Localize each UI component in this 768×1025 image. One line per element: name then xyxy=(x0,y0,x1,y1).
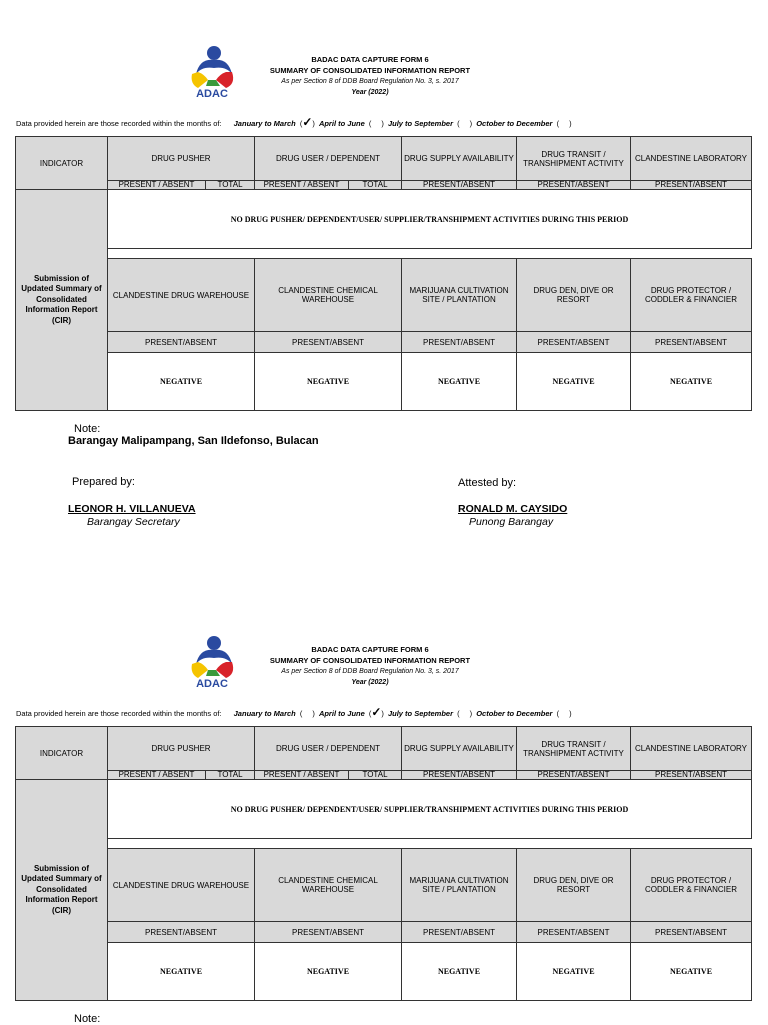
logo-text: ADAC xyxy=(196,88,228,100)
note-label: Note: xyxy=(74,423,101,435)
cat-drug-den: DRUG DEN, DIVE OR RESORT xyxy=(517,849,631,922)
total-label: TOTAL xyxy=(348,771,401,779)
cat-marijuana-site: MARIJUANA CULTIVATION SITE / PLANTATION xyxy=(402,849,517,922)
present-absent-label: PRESENT/ABSENT xyxy=(255,332,402,353)
present-absent-label: PRESENT/ABSENT xyxy=(402,332,517,353)
col-drug-user: DRUG USER / DEPENDENT xyxy=(255,727,402,771)
form-header xyxy=(250,644,490,688)
indicator-header: INDICATOR xyxy=(16,727,108,780)
prepared-by-label: Prepared by: xyxy=(72,476,135,488)
present-absent-label: PRESENT / ABSENT xyxy=(263,770,340,779)
present-absent-label: PRESENT/ABSENT xyxy=(631,771,752,780)
cat-drug-warehouse: CLANDESTINE DRUG WAREHOUSE xyxy=(108,259,255,332)
result-marijuana-site: NEGATIVE xyxy=(402,943,517,1001)
result-chemical-warehouse: NEGATIVE xyxy=(255,943,402,1001)
present-absent-label: PRESENT / ABSENT xyxy=(118,770,195,779)
form-title: BADAC DATA CAPTURE FORM 6 xyxy=(311,55,429,64)
col-drug-supply: DRUG SUPPLY AVAILABILITY xyxy=(402,727,517,771)
period-check-jan-mar[interactable]: ✓ xyxy=(302,115,313,129)
prepared-by-name: LEONOR H. VILLANUEVA xyxy=(68,503,196,515)
result-drug-den: NEGATIVE xyxy=(517,353,631,411)
total-label: TOTAL xyxy=(348,181,401,189)
result-drug-protector: NEGATIVE xyxy=(631,353,752,411)
form-title: BADAC DATA CAPTURE FORM 6 xyxy=(311,645,429,654)
present-absent-label: PRESENT/ABSENT xyxy=(108,922,255,943)
total-label: TOTAL xyxy=(205,771,254,779)
report-year: Year (2022) xyxy=(351,89,389,96)
present-absent-label: PRESENT/ABSENT xyxy=(402,771,517,780)
cat-drug-warehouse: CLANDESTINE DRUG WAREHOUSE xyxy=(108,849,255,922)
result-drug-den: NEGATIVE xyxy=(517,943,631,1001)
present-absent-label: PRESENT/ABSENT xyxy=(517,771,631,780)
col-drug-user: DRUG USER / DEPENDENT xyxy=(255,137,402,181)
present-absent-label: PRESENT/ABSENT xyxy=(255,922,402,943)
present-absent-label: PRESENT/ABSENT xyxy=(108,332,255,353)
regulation-reference: As per Section 8 of DDB Board Regulation No. 3, s. 2017 xyxy=(281,78,459,85)
period-jul-sep: July to September xyxy=(387,709,453,718)
cat-chemical-warehouse: CLANDESTINE CHEMICAL WAREHOUSE xyxy=(255,259,402,332)
total-label: TOTAL xyxy=(205,181,254,189)
adac-logo xyxy=(186,44,238,100)
months-lead-text: Data provided herein are those recorded within the months of: xyxy=(16,709,222,718)
cir-table xyxy=(15,136,752,411)
period-jan-mar: January to March xyxy=(233,709,296,718)
attested-by-name: RONALD M. CAYSIDO xyxy=(458,503,568,515)
prepared-by-position: Barangay Secretary xyxy=(87,516,180,528)
no-activity-message: NO DRUG PUSHER/ DEPENDENT/USER/ SUPPLIER/TRANSHIPMENT ACTIVITIES DURING THIS PERIOD xyxy=(108,190,752,249)
period-jan-mar: January to March xyxy=(233,119,296,128)
present-absent-label: PRESENT/ABSENT xyxy=(402,181,517,190)
cat-drug-protector: DRUG PROTECTOR / CODDLER & FINANCIER xyxy=(631,259,752,332)
present-absent-label: PRESENT/ABSENT xyxy=(631,181,752,190)
present-absent-label: PRESENT/ABSENT xyxy=(517,181,631,190)
col-clandestine-lab: CLANDESTINE LABORATORY xyxy=(631,137,752,181)
result-drug-warehouse: NEGATIVE xyxy=(108,353,255,411)
months-lead-text: Data provided herein are those recorded within the months of: xyxy=(16,119,222,128)
months-selector: Data provided herein are those recorded within the months of: January to March ( ) April to June (✓) July to September ( ) October to December ( ) xyxy=(16,705,572,719)
attested-by-label: Attested by: xyxy=(458,477,517,489)
attested-by-position: Punong Barangay xyxy=(469,516,554,528)
present-absent-label: PRESENT/ABSENT xyxy=(517,922,631,943)
col-drug-pusher: DRUG PUSHER xyxy=(108,137,255,181)
period-apr-jun: April to June xyxy=(318,119,365,128)
period-jul-sep: July to September xyxy=(387,119,453,128)
present-absent-label: PRESENT/ABSENT xyxy=(631,922,752,943)
months-selector: Data provided herein are those recorded within the months of: January to March (✓) April to June ( ) July to September ( ) October to December ( ) xyxy=(16,115,572,129)
present-absent-label: PRESENT/ABSENT xyxy=(402,922,517,943)
present-absent-label: PRESENT / ABSENT xyxy=(263,180,340,189)
period-oct-dec: October to December xyxy=(476,119,553,128)
col-clandestine-lab: CLANDESTINE LABORATORY xyxy=(631,727,752,771)
result-chemical-warehouse: NEGATIVE xyxy=(255,353,402,411)
cat-marijuana-site: MARIJUANA CULTIVATION SITE / PLANTATION xyxy=(402,259,517,332)
result-marijuana-site: NEGATIVE xyxy=(402,353,517,411)
present-absent-label: PRESENT / ABSENT xyxy=(118,180,195,189)
no-activity-message: NO DRUG PUSHER/ DEPENDENT/USER/ SUPPLIER/TRANSHIPMENT ACTIVITIES DURING THIS PERIOD xyxy=(108,780,752,839)
period-apr-jun: April to June xyxy=(318,709,365,718)
col-drug-supply: DRUG SUPPLY AVAILABILITY xyxy=(402,137,517,181)
cat-drug-den: DRUG DEN, DIVE OR RESORT xyxy=(517,259,631,332)
cat-chemical-warehouse: CLANDESTINE CHEMICAL WAREHOUSE xyxy=(255,849,402,922)
adac-logo xyxy=(186,634,238,690)
note-label: Note: xyxy=(74,1013,101,1025)
col-drug-pusher: DRUG PUSHER xyxy=(108,727,255,771)
cir-form-2 xyxy=(0,590,768,1025)
cat-drug-protector: DRUG PROTECTOR / CODDLER & FINANCIER xyxy=(631,849,752,922)
col-drug-transit: DRUG TRANSIT / TRANSHIPMENT ACTIVITY xyxy=(517,727,631,771)
indicator-header: INDICATOR xyxy=(16,137,108,190)
logo-text: ADAC xyxy=(196,678,228,690)
cir-form-1 xyxy=(0,0,768,447)
form-subtitle: SUMMARY OF CONSOLIDATED INFORMATION REPORT xyxy=(269,66,471,75)
barangay-address: Barangay Malipampang, San Ildefonso, Bulacan xyxy=(68,435,319,447)
cir-side-label: Submission of Updated Summary of Consolidated Information Report (CIR) xyxy=(16,780,108,1001)
regulation-reference: As per Section 8 of DDB Board Regulation No. 3, s. 2017 xyxy=(281,668,459,675)
cir-table xyxy=(15,726,752,1001)
result-drug-warehouse: NEGATIVE xyxy=(108,943,255,1001)
col-drug-transit: DRUG TRANSIT / TRANSHIPMENT ACTIVITY xyxy=(517,137,631,181)
period-check-apr-jun[interactable]: ✓ xyxy=(371,705,382,719)
present-absent-label: PRESENT/ABSENT xyxy=(517,332,631,353)
form-header xyxy=(250,54,490,98)
present-absent-label: PRESENT/ABSENT xyxy=(631,332,752,353)
result-drug-protector: NEGATIVE xyxy=(631,943,752,1001)
cir-side-label: Submission of Updated Summary of Consolidated Information Report (CIR) xyxy=(16,190,108,411)
report-year: Year (2022) xyxy=(351,679,389,686)
form-subtitle: SUMMARY OF CONSOLIDATED INFORMATION REPORT xyxy=(269,656,471,665)
period-oct-dec: October to December xyxy=(476,709,553,718)
